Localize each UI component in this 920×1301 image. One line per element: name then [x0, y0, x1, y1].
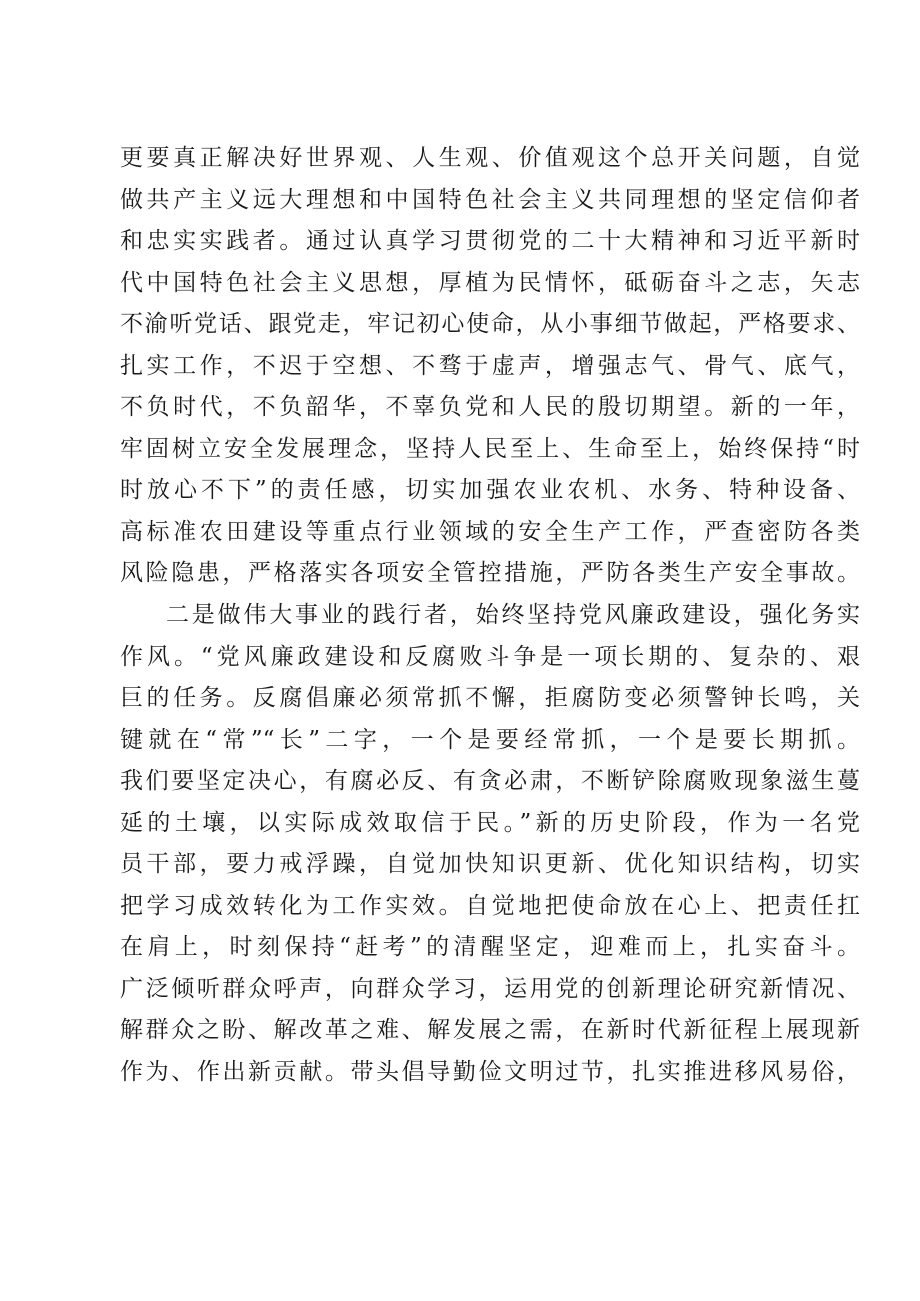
text-line: 和忠实实践者。通过认真学习贯彻党的二十大精神和习近平新时: [120, 228, 860, 255]
text-line: 键就在“常”“长”二字，一个是要经常抓，一个是要长期抓。: [120, 726, 860, 753]
text-line: 在肩上，时刻保持“赶考”的清醒坚定，迎难而上，扎实奋斗。: [120, 934, 860, 961]
text-line: 扎实工作，不迟于空想、不骛于虚声，增强志气、骨气、底气，: [120, 352, 860, 379]
text-line: 延的土壤，以实际成效取信于民。”新的历史阶段，作为一名党: [120, 809, 860, 836]
body-text: [120, 138, 860, 1094]
text-line: 作风。“党风廉政建设和反腐败斗争是一项长期的、复杂的、艰: [120, 643, 860, 670]
text-line: 做共产主义远大理想和中国特色社会主义共同理想的坚定信仰者: [120, 186, 860, 213]
text-line: 解群众之盼、解改革之难、解发展之需，在新时代新征程上展现新: [120, 1017, 860, 1044]
text-line: 高标准农田建设等重点行业领域的安全生产工作，严查密防各类: [120, 518, 860, 545]
text-line: 不渝听党话、跟党走，牢记初心使命，从小事细节做起，严格要求、: [120, 311, 860, 338]
text-line: 巨的任务。反腐倡廉必须常抓不懈，拒腐防变必须警钟长鸣，关: [120, 685, 860, 712]
text-line: 牢固树立安全发展理念，坚持人民至上、生命至上，始终保持“时: [120, 435, 860, 462]
text-line: 员干部，要力戒浮躁，自觉加快知识更新、优化知识结构，切实: [120, 851, 860, 878]
text-line: 我们要坚定决心，有腐必反、有贪必肃，不断铲除腐败现象滋生蔓: [120, 768, 860, 795]
text-line: 代中国特色社会主义思想，厚植为民情怀，砥砺奋斗之志，矢志: [120, 269, 860, 296]
text-line: 风险隐患，严格落实各项安全管控措施，严防各类生产安全事故。: [120, 560, 860, 587]
text-line: 不负时代，不负韶华，不辜负党和人民的殷切期望。新的一年，: [120, 394, 860, 421]
paragraph-first-line: 二是做伟大事业的践行者，始终坚持党风廉政建设，强化务实: [166, 602, 860, 629]
text-line: 作为、作出新贡献。带头倡导勤俭文明过节，扎实推进移风易俗，: [120, 1059, 860, 1086]
text-line: 把学习成效转化为工作实效。自觉地把使命放在心上、把责任扛: [120, 892, 860, 919]
text-line: 广泛倾听群众呼声，向群众学习，运用党的创新理论研究新情况、: [120, 975, 860, 1002]
text-line: 时放心不下”的责任感，切实加强农业农机、水务、特种设备、: [120, 477, 860, 504]
text-line: 更要真正解决好世界观、人生观、价值观这个总开关问题，自觉: [120, 145, 860, 171]
